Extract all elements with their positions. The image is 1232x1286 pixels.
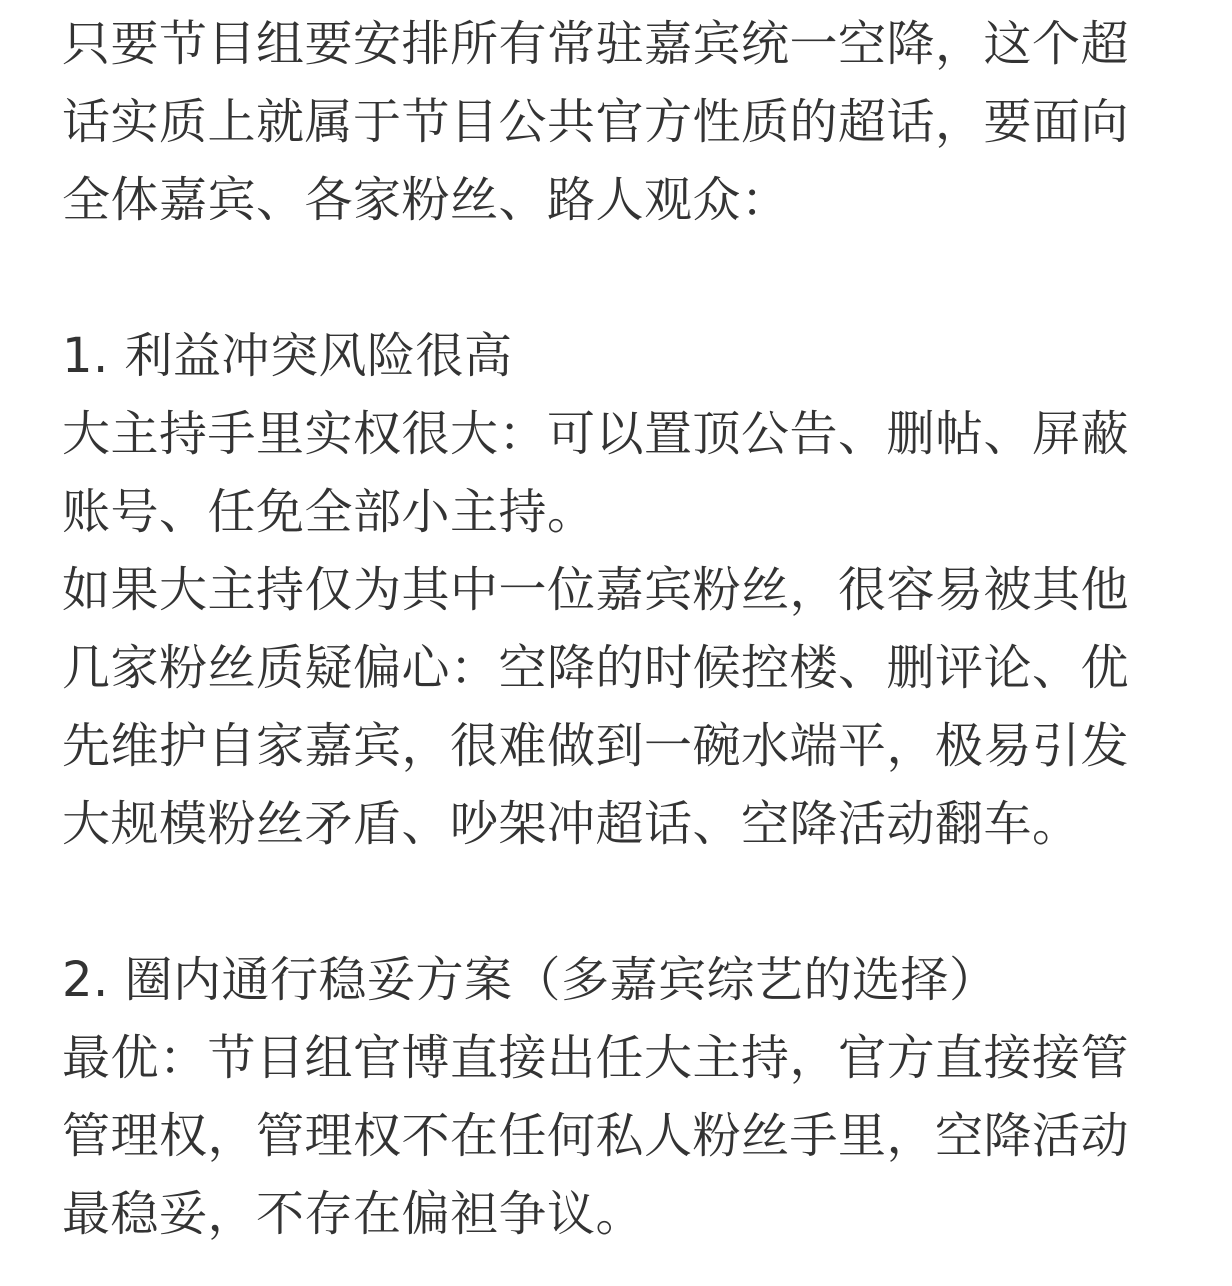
text-line: 只要节目组要安排所有常驻嘉宾统一空降，这个超	[62, 16, 1130, 72]
paragraph-spacer	[62, 863, 1182, 941]
paragraph-risk	[62, 317, 1182, 863]
section-heading-2: 2. 圈内通行稳妥方案（多嘉宾综艺的选择）	[62, 952, 998, 1008]
paragraph-intro	[62, 5, 1182, 239]
text-line: 账号、任免全部小主持。	[62, 484, 596, 540]
text-line: 管理权，管理权不在任何私人粉丝手里，空降活动	[62, 1108, 1130, 1164]
text-line: 最优：节目组官博直接出任大主持，官方直接接管	[62, 1030, 1130, 1086]
text-line: 话实质上就属于节目公共官方性质的超话，要面向	[62, 94, 1130, 150]
paragraph-spacer	[62, 239, 1182, 317]
text-line: 最稳妥，不存在偏袒争议。	[62, 1186, 645, 1242]
text-line: 几家粉丝质疑偏心：空降的时候控楼、删评论、优	[62, 640, 1130, 696]
post-text-body	[62, 5, 1182, 1253]
paragraph-solution	[62, 941, 1182, 1253]
text-line: 大规模粉丝矛盾、吵架冲超话、空降活动翻车。	[62, 796, 1081, 852]
section-heading-1: 1. 利益冲突风险很高	[62, 328, 513, 384]
text-line: 全体嘉宾、各家粉丝、路人观众：	[62, 172, 790, 228]
text-line: 大主持手里实权很大：可以置顶公告、删帖、屏蔽	[62, 406, 1130, 462]
text-line: 先维护自家嘉宾，很难做到一碗水端平，极易引发	[62, 718, 1130, 774]
text-line: 如果大主持仅为其中一位嘉宾粉丝，很容易被其他	[62, 562, 1130, 618]
